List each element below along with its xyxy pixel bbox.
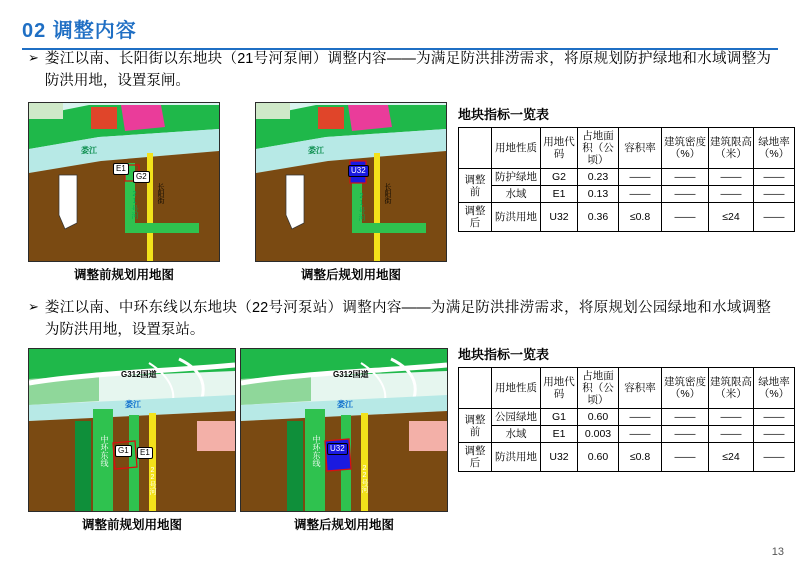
td-group-before-2: 调整前 [459,409,492,443]
td-density-2-0: —— [662,409,709,426]
page-header [22,14,778,50]
table-row [459,426,795,443]
map-image-before-1 [28,102,220,262]
td-density-1-1: —— [662,186,709,203]
td-far-1-2: ≤0.8 [619,203,662,232]
bullet-marker-2: ➢ [28,299,39,314]
td-density-1-2: —— [662,203,709,232]
td-green-1-2: —— [754,203,795,232]
table-title-2: 地块指标一览表 [458,347,550,362]
table-row [459,443,795,472]
table-row [459,409,795,426]
td-area-2-1: 0.003 [578,426,619,443]
section-2-text: 娄江以南、中环东线以东地块（22号河泵站）调整内容——为满足防洪排涝需求，将原规划公园绿地和水域调整为防洪用地，设置泵站。 [44,300,771,339]
section-1-table-block [458,104,795,232]
map-label-river-1: 娄江 [81,146,97,155]
section-1-figure-after [255,102,447,283]
th-height-1: 建筑限高（米） [709,128,754,169]
td-density-2-2: —— [662,443,709,472]
map-image-after-2 [240,348,448,512]
td-height-1-1: —— [709,186,754,203]
td-landuse-1-0: 防护绿地 [492,169,541,186]
td-height-1-2: ≤24 [709,203,754,232]
td-landuse-2-1: 水域 [492,426,541,443]
table-title-1: 地块指标一览表 [458,107,550,122]
td-code-1-2: U32 [541,203,578,232]
map-code-u32-1: U32 [348,165,369,177]
th-code-2: 用地代码 [541,368,578,409]
th-landuse-2: 用地性质 [492,368,541,409]
td-green-1-0: —— [754,169,795,186]
section-2-figure-after [240,348,448,533]
th-landuse-1: 用地性质 [492,128,541,169]
td-green-2-2: —— [754,443,795,472]
section-2-bullet [28,297,771,342]
td-landuse-2-2: 防洪用地 [492,443,541,472]
td-height-2-0: —— [709,409,754,426]
td-height-2-2: ≤24 [709,443,754,472]
map-label-g312-1: G312国道 [121,370,157,379]
map-label-22river-2: 22号河 [361,465,368,493]
td-group-after-1: 调整后 [459,203,492,232]
map-svg-before-1 [29,103,219,261]
map-image-after-1 [255,102,447,262]
th-code-1: 用地代码 [541,128,578,169]
map-label-g312-2: G312国道 [333,370,369,379]
figure-caption-before-2: 调整前规划用地图 [81,518,182,532]
td-group-before-1: 调整前 [459,169,492,203]
td-green-2-0: —— [754,409,795,426]
map-code-g1: G1 [115,445,132,457]
map-label-zhonghuan-1: 中环东线 [100,435,109,467]
td-code-2-1: E1 [541,426,578,443]
map-svg-after-1 [256,103,446,261]
th-group-2 [459,368,492,409]
map-code-e1-1: E1 [113,163,129,175]
table-row [459,203,795,232]
figure-caption-before-1: 调整前规划用地图 [73,268,174,282]
th-height-2: 建筑限高（米） [709,368,754,409]
td-code-1-0: G2 [541,169,578,186]
indicator-table-2 [458,367,795,472]
td-code-2-2: U32 [541,443,578,472]
map-label-loujiang-1: 娄江 [125,400,141,409]
td-area-1-0: 0.23 [578,169,619,186]
td-area-2-2: 0.60 [578,443,619,472]
th-far-1: 容积率 [619,128,662,169]
td-density-1-0: —— [662,169,709,186]
bullet-marker: ➢ [28,50,39,65]
page-number: 13 [771,546,784,558]
map-label-zhonghuan-2: 中环东线 [312,435,321,467]
td-landuse-1-1: 水域 [492,186,541,203]
td-density-2-1: —— [662,426,709,443]
map-label-river-2: 娄江 [308,146,324,155]
figure-caption-after-1: 调整后规划用地图 [300,268,401,282]
table-header-row [459,128,795,169]
table-row [459,169,795,186]
td-area-2-0: 0.60 [578,409,619,426]
th-area-1: 占地面积（公顷） [578,128,619,169]
map-code-u32-2: U32 [327,443,348,455]
td-group-after-2: 调整后 [459,443,492,472]
th-density-1: 建筑密度（%） [662,128,709,169]
section-1-text: 娄江以南、长阳街以东地块（21号河泵闸）调整内容——为满足防洪排涝需求，将原规划防护绿地和水域调整为防洪用地，设置泵闸。 [44,51,771,90]
td-far-1-0: —— [619,169,662,186]
map-label-street-2: 长阳街 [384,183,391,204]
section-1-figure-before [28,102,220,283]
td-far-2-2: ≤0.8 [619,443,662,472]
td-green-1-1: —— [754,186,795,203]
section-2-table-block [458,344,795,472]
th-greenrate-1: 绿地率（%） [754,128,795,169]
th-density-2: 建筑密度（%） [662,368,709,409]
td-height-1-0: —— [709,169,754,186]
th-area-2: 占地面积（公顷） [578,368,619,409]
figure-caption-after-2: 调整后规划用地图 [293,518,394,532]
map-label-21river-1: 21号河 [131,191,138,219]
section-1-bullet [28,48,771,93]
th-group-1 [459,128,492,169]
map-code-g2-1: G2 [133,171,150,183]
td-area-1-2: 0.36 [578,203,619,232]
map-label-21river-2: 21号河 [358,193,365,221]
table-row [459,186,795,203]
map-label-loujiang-2: 娄江 [337,400,353,409]
section-2-figure-before [28,348,236,533]
td-green-2-1: —— [754,426,795,443]
page-title: 02 调整内容 [22,20,137,42]
map-label-22river-1: 22号河 [149,467,156,495]
map-label-street-1: 长阳街 [157,183,164,204]
map-image-before-2 [28,348,236,512]
indicator-table-1 [458,127,795,232]
td-landuse-2-0: 公园绿地 [492,409,541,426]
td-area-1-1: 0.13 [578,186,619,203]
td-far-2-1: —— [619,426,662,443]
td-far-2-0: —— [619,409,662,426]
th-far-2: 容积率 [619,368,662,409]
td-height-2-1: —— [709,426,754,443]
td-landuse-1-2: 防洪用地 [492,203,541,232]
td-code-1-1: E1 [541,186,578,203]
th-greenrate-2: 绿地率（%） [754,368,795,409]
td-code-2-0: G1 [541,409,578,426]
map-code-e1-2: E1 [137,447,153,459]
table-header-row [459,368,795,409]
td-far-1-1: —— [619,186,662,203]
